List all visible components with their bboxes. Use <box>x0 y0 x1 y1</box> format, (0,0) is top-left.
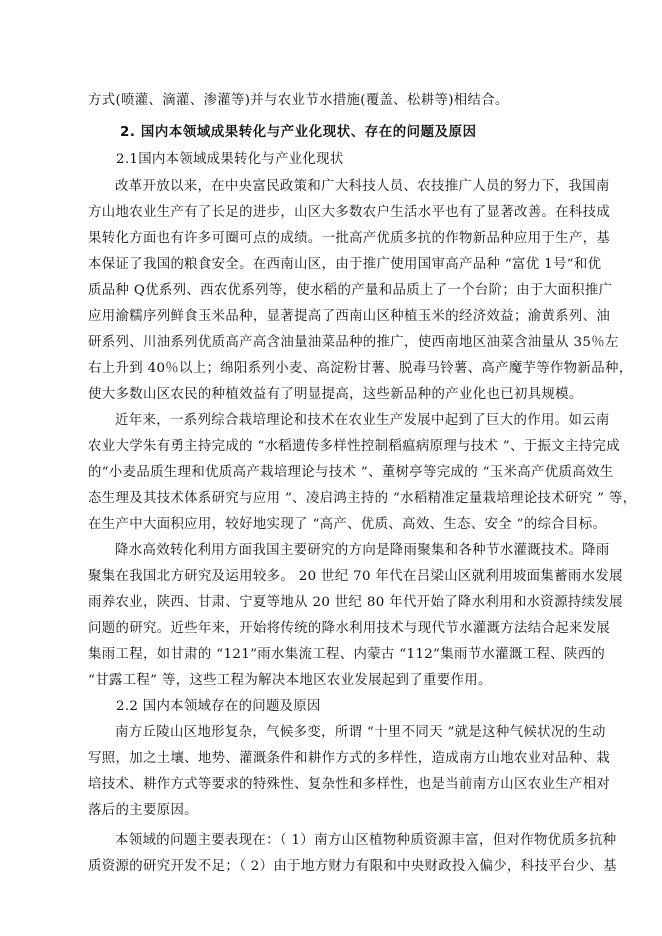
text-line: 右上升到 40％以上；绵阳系列小麦、高淀粉甘薯、脱毒马铃薯、高产魔芋等作物新品种， <box>88 361 633 376</box>
text-line: 农业大学朱有勇主持完成的 “水稻遗传多样性控制稻瘟病原理与技术 ”、于振文主持完成 <box>88 439 621 454</box>
subsection-heading: 2.2 国内本领域存在的问题及原因 <box>116 699 321 714</box>
text-line: 集雨工程，如甘肃的 “121”雨水集流工程、内蒙古 “112”集雨节水灌溉工程、陕西的 <box>88 647 606 662</box>
text-line: 聚集在我国北方研究及运用较多。 20 世纪 70 年代在吕梁山区就利用坡面集蓄雨水发展 <box>88 569 623 584</box>
text-line: 态生理及其技术体系研究与应用 ”、凌启鸿主持的 “水稻精准定量栽培理论技术研究 ” 等， <box>88 491 637 506</box>
subsection-heading: 2.1国内本领域成果转化与产业化现状 <box>116 152 344 167</box>
text-line: 在生产中大面积应用，较好地实现了 “高产、优质、高效、生态、安全 ”的综合目标。 <box>88 517 607 532</box>
text-line: 方式(喷灌、滴灌、渗灌等)并与农业节水措施(覆盖、松耕等)相结合。 <box>88 93 509 108</box>
text-line: “甘露工程” 等，这些工程为解决本地区农业发展起到了重要作用。 <box>88 673 492 688</box>
text-line: 近年来，一系列综合栽培理论和技术在农业生产发展中起到了巨大的作用。如云南 <box>115 413 610 428</box>
text-line: 降水高效转化利用方面我国主要研究的方向是降雨聚集和各种节水灌溉技术。降雨 <box>115 543 610 558</box>
text-line: 改革开放以来，在中央富民政策和广大科技人员、农技推广人员的努力下，我国南 <box>115 179 610 194</box>
text-line: 方山地农业生产有了长足的进步，山区大多数农户生活水平也有了显著改善。在科技成 <box>88 205 611 220</box>
text-line: 南方丘陵山区地形复杂，气候多变，所谓 “十里不同天 ”就是这种气候状况的生动 <box>115 725 606 740</box>
text-line: 应用渝糯序列鲜食玉米品种，显著提高了西南山区种植玉米的经济效益；渝黄系列、油 <box>88 309 611 324</box>
text-line: 雨养农业，陕西、甘肃、宁夏等地从 20 世纪 80 年代开始了降水利用和水资源持续发展 <box>88 595 623 610</box>
text-line: 使大多数山区农民的种植效益有了明显提高，这些新品种的产业化也已初具规模。 <box>88 387 583 402</box>
text-line: 培技术、耕作方式等要求的特殊性、复杂性和多样性，也是当前南方山区农业生产相对 <box>88 777 611 792</box>
text-line: 本领域的问题主要表现在：（ 1）南方山区植物种质资源丰富，但对作物优质多抗种 <box>115 833 617 848</box>
text-line: 落后的主要原因。 <box>88 803 198 818</box>
text-line: 果转化方面也有许多可圈可点的成绩。一批高产优质多抗的作物新品种应用于生产，基 <box>88 231 611 246</box>
text-line: 研系列、川油系列优质高产高含油量油菜品种的推广，使西南地区油菜含油量从 35％左 <box>88 335 619 350</box>
text-line: 的“小麦品质生理和优质高产栽培理论与技术 ”、董树亭等完成的 “玉米高产优质高效生 <box>88 465 614 480</box>
text-line: 质资源的研究开发不足；（ 2）由于地方财力有限和中央财政投入偏少，科技平台少、基 <box>88 859 617 874</box>
text-line: 写照，加之土壤、地势、灌溉条件和耕作方式的多样性，造成南方山地农业对品种、栽 <box>88 751 611 766</box>
section-heading: 2. 国内本领域成果转化与产业化现状、存在的问题及原因 <box>120 125 477 140</box>
text-line: 本保证了我国的粮食安全。在西南山区，由于推广使用国审高产品种 “富优 1号”和优 <box>88 257 602 272</box>
text-line: 问题的研究。近些年来，开始将传统的降水利用技术与现代节水灌溉方法结合起来发展 <box>88 621 611 636</box>
text-line: 质品种 Q优系列、西农优系列等，使水稻的产量和品质上了一个台阶；由于大面积推广 <box>88 283 613 298</box>
